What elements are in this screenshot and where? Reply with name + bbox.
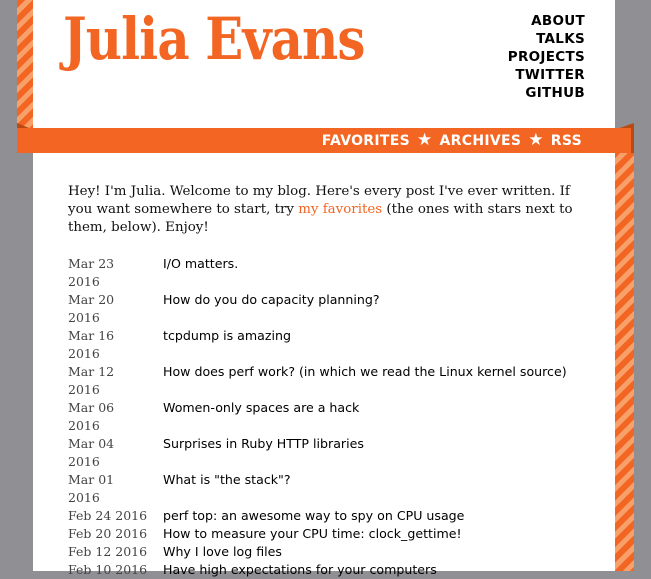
- post-date: Mar 06 2016: [68, 400, 115, 433]
- post-title-link[interactable]: Surprises in Ruby HTTP libraries: [163, 436, 364, 451]
- post-date: Mar 23 2016: [68, 256, 115, 289]
- star-icon: ★: [528, 130, 544, 150]
- post-title-link[interactable]: Why I love log files: [163, 544, 282, 559]
- nav-github[interactable]: GITHUB: [525, 85, 585, 101]
- intro-text-end: (the ones with stars next to them, below). Enjoy!: [68, 202, 573, 235]
- post-title-link[interactable]: tcpdump is amazing: [163, 328, 291, 343]
- post-row: [68, 561, 608, 579]
- page-content: [33, 0, 615, 577]
- ribbon-archives-link[interactable]: ARCHIVES: [439, 132, 522, 149]
- post-date: Feb 20 2016: [68, 526, 148, 541]
- post-date: Mar 04 2016: [68, 436, 115, 469]
- site-title-link[interactable]: Julia Evans: [63, 5, 365, 73]
- post-row: [68, 291, 608, 327]
- post-row: [68, 471, 608, 507]
- right-decorative-stripe: [615, 150, 634, 571]
- post-title-link[interactable]: perf top: an awesome way to spy on CPU usage: [163, 508, 465, 523]
- intro-paragraph: [68, 183, 588, 237]
- post-title-link[interactable]: How does perf work? (in which we read the Linux kernel source): [163, 364, 567, 379]
- post-row: [68, 507, 608, 525]
- ribbon-nav: [17, 128, 631, 153]
- post-date: Feb 12 2016: [68, 544, 148, 559]
- nav-about[interactable]: ABOUT: [531, 13, 585, 29]
- site-header: [33, 0, 615, 124]
- star-icon: ★: [416, 130, 433, 150]
- left-decorative-stripe: [17, 0, 33, 128]
- post-date: Mar 16 2016: [68, 328, 115, 361]
- post-row: [68, 327, 608, 363]
- post-row: [68, 363, 608, 399]
- ribbon-rss-link[interactable]: RSS: [550, 132, 582, 149]
- post-row: [68, 525, 608, 543]
- post-list: [68, 255, 608, 579]
- post-date: Mar 12 2016: [68, 364, 115, 397]
- post-title-link[interactable]: How to measure your CPU time: clock_gettime!: [163, 526, 462, 541]
- intro-text: Hey! I'm Julia. Welcome to my blog. Here's every post I've ever written. If you want somewhere to start, try: [68, 184, 570, 217]
- post-row: [68, 399, 608, 435]
- nav-talks[interactable]: TALKS: [536, 31, 585, 47]
- post-title-link[interactable]: I/O matters.: [163, 256, 239, 271]
- ribbon-favorites-link[interactable]: FAVORITES: [321, 132, 410, 149]
- post-date: Feb 24 2016: [68, 508, 148, 523]
- top-nav: [508, 12, 585, 102]
- post-title-link[interactable]: How do you do capacity planning?: [163, 292, 380, 307]
- nav-twitter[interactable]: TWITTER: [515, 67, 585, 83]
- post-title-link[interactable]: Women-only spaces are a hack: [163, 400, 360, 415]
- nav-projects[interactable]: PROJECTS: [507, 49, 585, 65]
- post-date: Mar 20 2016: [68, 292, 115, 325]
- post-title-link[interactable]: What is "the stack"?: [163, 472, 291, 487]
- post-row: [68, 543, 608, 561]
- post-date: Feb 10 2016: [68, 562, 148, 577]
- my-favorites-link[interactable]: my favorites: [298, 202, 383, 217]
- post-row: [68, 435, 608, 471]
- post-title-link[interactable]: Have high expectations for your computers: [163, 562, 437, 577]
- post-date: Mar 01 2016: [68, 472, 115, 505]
- post-row: [68, 255, 608, 291]
